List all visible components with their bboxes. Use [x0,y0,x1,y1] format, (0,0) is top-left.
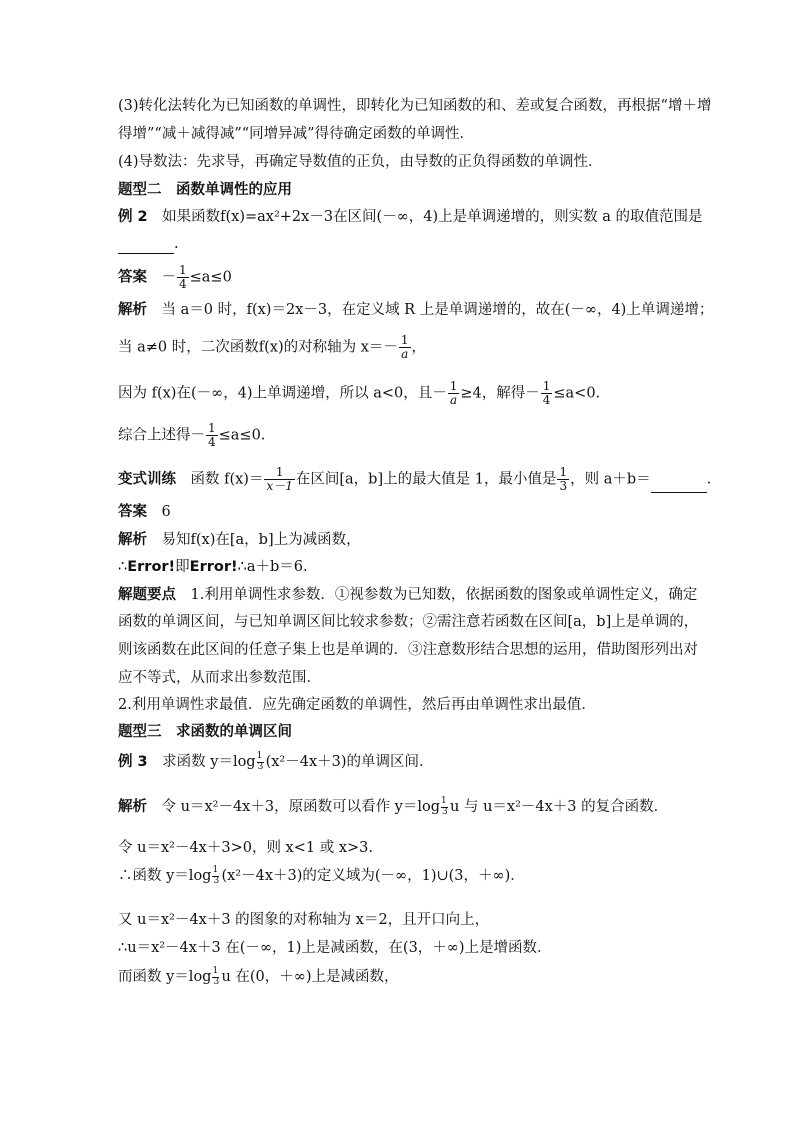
analysis-text: ∴函数 y＝log [118,868,212,884]
analysis-text: ≤a<0. [553,385,601,402]
analysis-line [118,530,361,550]
error-text: Error! [189,559,238,575]
numerator: 1 [212,865,219,875]
fraction [177,264,189,291]
key-points-label: 解题要点 [118,587,176,603]
answer-line [118,264,232,291]
example-label: 例 3 [118,754,148,770]
analysis-text: 当 a＝0 时，f(x)＝2x－3，在定义域 R 上是单调递增的，故在(－∞，4)上单调递增； [147,302,714,318]
analysis-line [118,300,713,320]
analysis-text: 而函数 y＝log [118,969,212,985]
text-line: (4)导数法：先求导，再确定导数值的正负，由导数的正负得函数的单调性． [118,154,603,170]
numerator: 1 [264,466,294,480]
analysis-text: ， [411,339,427,356]
example-text: 如果函数f(x)=ax²+2x－3在区间(－∞，4)上是单调递增的，则实数 a 的取值范围是 [147,209,703,225]
answer-label: 答案 [118,504,147,520]
key-points-line: 应不等式，从而求出参数范围． [118,670,321,686]
variant-training-line [118,466,711,493]
answer-blank [651,478,707,493]
example-2-question [118,207,703,227]
numerator: 1 [542,379,551,393]
log-base-fraction [440,796,450,817]
example-3-question [118,752,434,772]
numerator: 1 [559,465,568,479]
analysis-line: 又 u＝x²－4x＋3 的图象的对称轴为 x＝2，且开口向上， [118,912,490,928]
key-points-line: 则该函数在此区间的任意子集上也是单调的．③注意数形结合思想的运用，借助图形列出对 [118,642,698,658]
fraction [541,380,553,407]
answer-text: 6 [147,504,171,520]
analysis-line [118,422,265,449]
numerator: 1 [179,263,187,277]
fraction [206,422,218,449]
analysis-text: ≤a≤0. [218,427,266,444]
analysis-line [118,866,525,886]
answer-blank [118,239,174,254]
analysis-text: 因为 f(x)在(－∞，4)上单调递增，所以 a<0，且－ [118,385,447,402]
analysis-text: (x²－4x＋3)的定义域为(－∞，1)∪(3，＋∞)． [221,868,525,884]
variant-text: ，则 a＋b＝ [570,471,651,488]
analysis-line: 令 u＝x²－4x＋3>0，则 x<1 或 x>3. [118,840,373,856]
text-line: 得增”“减＋减得减”“同增异减”得待确定函数的单调性． [118,126,475,142]
denominator: x－1 [266,479,293,493]
analysis-line [118,557,308,577]
analysis-text: ≥4，解得－ [460,385,540,402]
denominator: 3 [442,807,448,817]
analysis-text: u 与 u＝x²－4x＋3 的复合函数． [450,799,669,815]
analysis-line: ∴u＝x²－4x＋3 在(－∞，1)上是减函数，在(3，＋∞)上是增函数． [118,940,552,956]
denominator: 3 [559,479,568,493]
denominator: 4 [179,277,187,291]
variant-text: 在区间[a，b]上的最大值是 1，最小值是 [295,471,557,488]
numerator: 1 [441,796,447,806]
answer-line [118,502,171,522]
denominator: 4 [208,435,216,449]
fraction [448,380,460,407]
section-heading-3: 题型三 求函数的单调区间 [118,724,292,740]
variant-label: 变式训练 [118,471,176,488]
example-text: 求函数 y＝log [147,754,256,770]
numerator: 1 [208,421,216,435]
period: . [174,236,179,252]
period: . [706,471,712,488]
analysis-text: 易知f(x)在[a，b]上为减函数， [147,532,361,548]
denominator: 3 [213,876,220,886]
denominator: 4 [542,393,551,407]
error-text: Error! [127,559,176,575]
example-label: 例 2 [118,209,148,225]
analysis-text: u 在(0，＋∞)上是减函数， [221,969,399,985]
analysis-text: 综合上述得－ [118,427,205,444]
therefore: ∴ [118,559,128,575]
log-base-fraction [211,966,221,987]
analysis-text: 令 u＝x²－4x＋3，原函数可以看作 y＝log [147,799,441,815]
numerator: 1 [212,966,219,976]
fraction [399,334,411,361]
numerator: 1 [400,333,409,347]
analysis-label: 解析 [118,532,147,548]
variant-text: 函数 f(x)＝ [176,471,264,488]
fraction [557,466,569,493]
analysis-text: ∴a＋b＝6. [237,559,308,575]
key-points-line: 函数的单调区间，与已知单调区间比较求参数；②需注意若函数在区间[a，b]上是单调的， [118,614,699,630]
denominator: a [449,393,458,407]
denominator: a [401,347,409,361]
key-points-text: 1.利用单调性求参数．①视参数为已知数，依据函数的图象或单调性定义，确定 [176,587,698,603]
denominator: 3 [213,977,220,987]
numerator: 1 [256,751,263,761]
analysis-label: 解析 [118,302,147,318]
key-points-line: 2.利用单调性求最值．应先确定函数的单调性，然后再由单调性求出最值． [118,697,596,713]
answer-blank-line [118,234,179,254]
answer-text: － [147,269,176,286]
text-line: (3)转化法转化为已知函数的单调性，即转化为已知函数的和、差或复合函数，再根据“增＋增 [118,98,712,114]
analysis-line [118,797,668,817]
log-base-fraction [211,865,221,886]
section-heading-2: 题型二 函数单调性的应用 [118,182,292,198]
log-base-fraction [256,751,266,772]
analysis-text: 当 a≠0 时，二次函数f(x)的对称轴为 x＝－ [118,339,398,356]
denominator: 3 [257,762,264,772]
key-points-line [118,585,697,605]
analysis-line [118,967,399,987]
analysis-label: 解析 [118,799,147,815]
analysis-line [118,380,600,407]
numerator: 1 [449,379,458,393]
fraction [264,466,294,493]
answer-text: ≤a≤0 [189,269,232,286]
analysis-text: 即 [175,559,190,575]
example-text: (x²－4x＋3)的单调区间． [265,754,434,770]
analysis-line [118,334,426,361]
answer-label: 答案 [118,269,147,286]
